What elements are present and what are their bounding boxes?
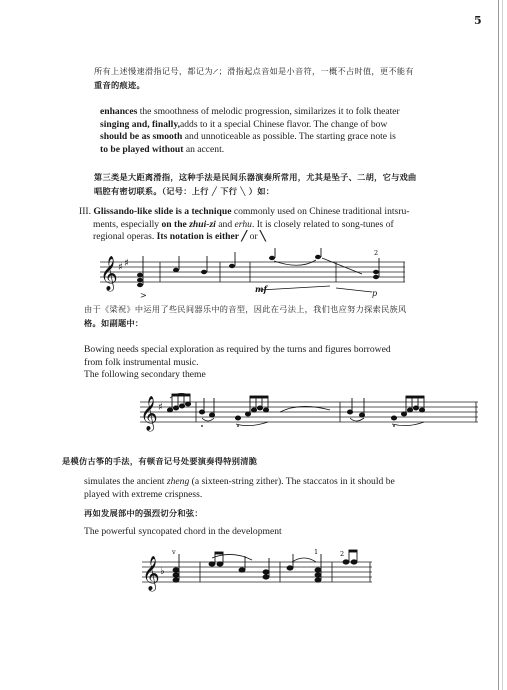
svg-text:2: 2 (374, 249, 379, 257)
svg-text:v: v (172, 548, 176, 556)
chinese-paragraph-3: 由于《梁祝》中运用了些民间器乐中的音型，因此在弓法上，我们也应努力探索民族风 格。如副题中： (84, 304, 407, 328)
svg-text:p: p (372, 289, 378, 298)
svg-text:2: 2 (340, 550, 345, 558)
chinese-paragraph-4: 是模仿古筝的手法，有顿音记号处要演奏得特别清脆 (62, 456, 258, 466)
page-number: 5 (474, 14, 482, 27)
english-paragraph-3: Bowing needs special exploration as required by the turns and figures borrowed from folk instrumental music. The following secondary theme (84, 344, 391, 380)
treble-clef-icon: 𝄞 (140, 396, 158, 431)
svg-text:♯: ♯ (118, 262, 123, 273)
music-staff-2 (140, 388, 482, 438)
page-edge-shadow-2 (502, 0, 503, 690)
music-staff-1 (100, 248, 412, 304)
treble-clef-icon: 𝄞 (142, 556, 160, 591)
english-paragraph-1: enhances the smoothness of melodic progression, similarizes it to folk theater singing and, finally,adds to it a special Chinese flavor. The change of bow should be as smooth and unnoticeable as possible. The starting grace note is to be played without an accent. (100, 106, 400, 155)
chinese-paragraph-5: 再如发展部中的强烈切分和弦： (84, 508, 203, 518)
slide-up-symbol: ╱ (241, 231, 248, 242)
chinese-paragraph-2: 第三类是大距离滑指，这种手法是民间乐器演奏所常用，尤其是坠子、二胡，它与戏曲 唱腔有密切联系。（记号：上行 ╱ 下行 ╲ ）如： (94, 172, 417, 196)
svg-text:1: 1 (314, 548, 319, 556)
svg-text:mf: mf (255, 284, 267, 294)
slide-down-symbol: ╲ (260, 231, 266, 242)
svg-text:>: > (140, 291, 147, 300)
svg-text:♯: ♯ (124, 258, 129, 269)
chinese-paragraph-1: 所有上述慢速滑指记号，都记为𝆱；滑指起点音如是小音符，一概不占时值，更不能有 重音的痕迹。 (94, 66, 414, 90)
music-staff-3 (142, 548, 376, 598)
english-paragraph-2: III. Glissando-like slide is a technique commonly used on Chinese traditional intsru- ments, especially on the zhui-zi and erhu. It is closely related to song-tunes of regional operas. Its notation is either ╱ or ╲ (79, 206, 410, 242)
music-excerpt-1 (100, 248, 412, 304)
svg-text:♯: ♯ (158, 402, 163, 413)
treble-clef-icon: 𝄞 (100, 256, 118, 291)
music-excerpt-3 (142, 548, 376, 598)
english-paragraph-5: The powerful syncopated chord in the development (84, 526, 282, 537)
svg-text:♭: ♭ (160, 566, 165, 577)
page-edge-shadow (498, 0, 499, 690)
music-excerpt-2 (140, 388, 482, 438)
english-paragraph-4: simulates the ancient zheng (a sixteen-string zither). The staccatos in it should be played with extreme crispness. (84, 476, 395, 500)
